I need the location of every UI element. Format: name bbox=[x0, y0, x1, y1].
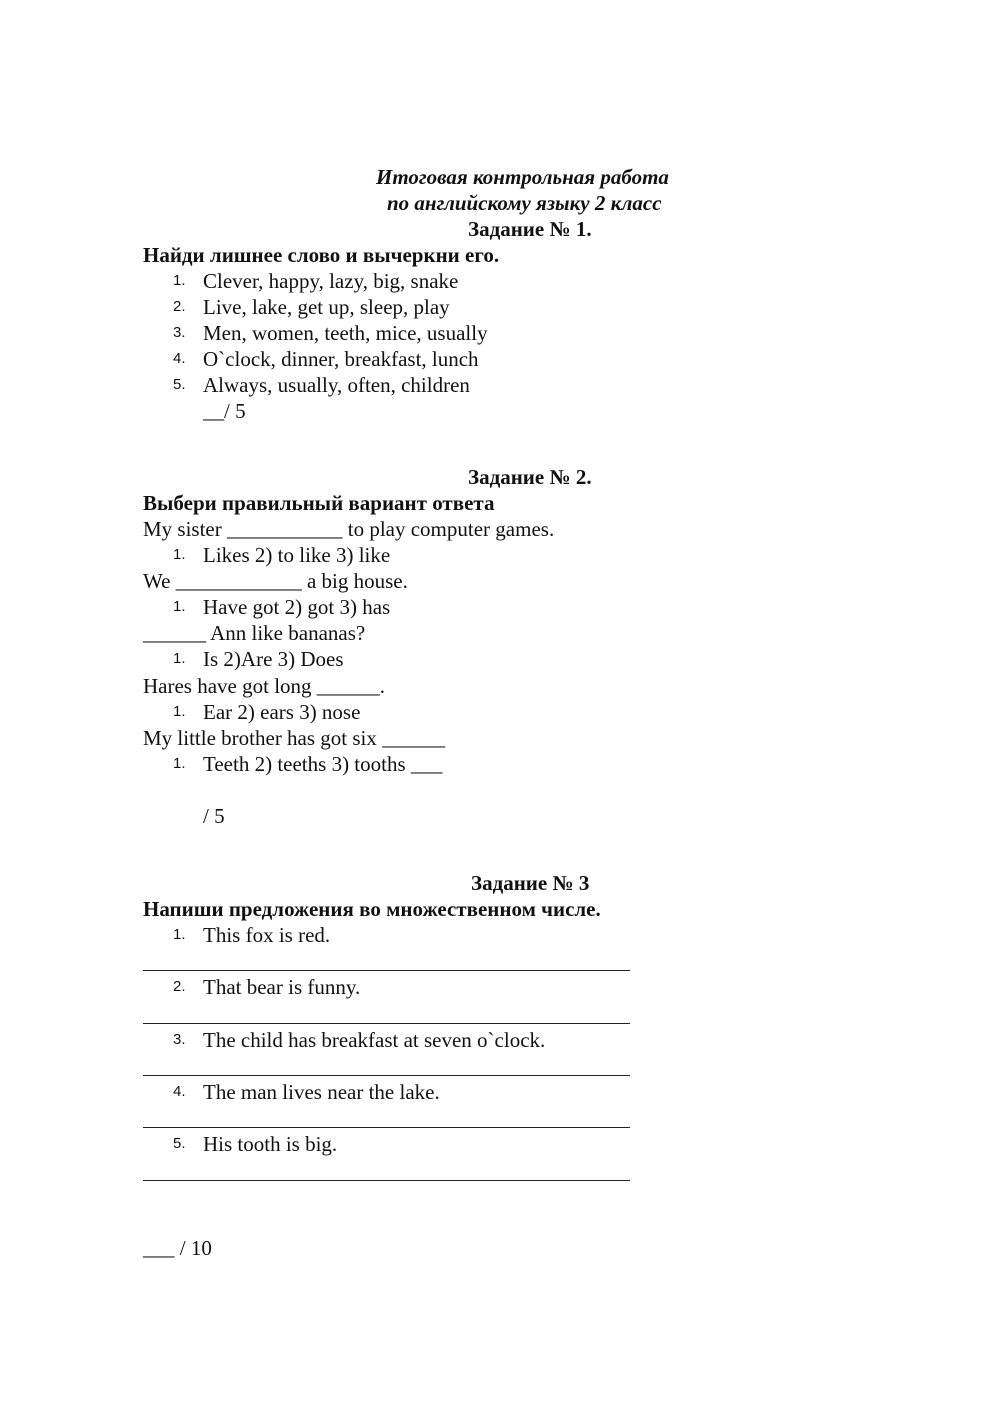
item-text: His tooth is big. bbox=[203, 1132, 338, 1156]
title-line-1: Итоговая контрольная работа bbox=[376, 165, 669, 189]
item-number: 4. bbox=[173, 1083, 186, 1100]
option-number: 1. bbox=[173, 650, 186, 667]
answer-line[interactable] bbox=[143, 1075, 630, 1076]
task1-instruction: Найди лишнее слово и вычеркни его. bbox=[143, 243, 500, 267]
question-sentence: My sister ___________ to play computer games. bbox=[143, 517, 555, 541]
item-number: 5. bbox=[173, 376, 186, 393]
item-text: Live, lake, get up, sleep, play bbox=[203, 295, 450, 319]
task2-score: / 5 bbox=[203, 804, 225, 828]
task3-heading: Задание № 3 bbox=[471, 871, 590, 895]
answer-line[interactable] bbox=[143, 1180, 630, 1181]
task3-instruction: Напиши предложения во множественном числе. bbox=[143, 897, 601, 921]
item-number: 5. bbox=[173, 1135, 186, 1152]
item-text: O`clock, dinner, breakfast, lunch bbox=[203, 347, 479, 371]
item-number: 3. bbox=[173, 1031, 186, 1048]
option-number: 1. bbox=[173, 703, 186, 720]
question-sentence: Hares have got long ______. bbox=[143, 674, 386, 698]
question-options: Ear 2) ears 3) nose bbox=[203, 700, 361, 724]
item-number: 1. bbox=[173, 926, 186, 943]
question-options: Likes 2) to like 3) like bbox=[203, 543, 391, 567]
option-number: 1. bbox=[173, 598, 186, 615]
title-line-2: по английскому языку 2 класс bbox=[387, 191, 662, 215]
item-text: That bear is funny. bbox=[203, 975, 361, 999]
question-options: Teeth 2) teeths 3) tooths ___ bbox=[203, 752, 443, 776]
item-number: 2. bbox=[173, 298, 186, 315]
item-text: The man lives near the lake. bbox=[203, 1080, 440, 1104]
item-number: 2. bbox=[173, 978, 186, 995]
item-text: The child has breakfast at seven o`clock. bbox=[203, 1028, 546, 1052]
item-text: Men, women, teeth, mice, usually bbox=[203, 321, 488, 345]
option-number: 1. bbox=[173, 755, 186, 772]
answer-line[interactable] bbox=[143, 1023, 630, 1024]
item-number: 4. bbox=[173, 350, 186, 367]
task2-heading: Задание № 2. bbox=[468, 465, 592, 489]
item-number: 1. bbox=[173, 272, 186, 289]
task1-heading: Задание № 1. bbox=[468, 217, 592, 241]
option-number: 1. bbox=[173, 546, 186, 563]
answer-line[interactable] bbox=[143, 1127, 630, 1128]
task2-instruction: Выбери правильный вариант ответа bbox=[143, 491, 495, 515]
question-sentence: We ____________ a big house. bbox=[143, 569, 408, 593]
question-options: Have got 2) got 3) has bbox=[203, 595, 391, 619]
item-number: 3. bbox=[173, 324, 186, 341]
question-sentence: My little brother has got six ______ bbox=[143, 726, 446, 750]
question-sentence: ______ Ann like bananas? bbox=[143, 621, 366, 645]
answer-line[interactable] bbox=[143, 970, 630, 971]
item-text: Always, usually, often, children bbox=[203, 373, 470, 397]
item-text: This fox is red. bbox=[203, 923, 331, 947]
question-options: Is 2)Are 3) Does bbox=[203, 647, 344, 671]
item-text: Clever, happy, lazy, big, snake bbox=[203, 269, 459, 293]
task1-score: __/ 5 bbox=[203, 399, 246, 423]
task3-score: ___ / 10 bbox=[143, 1236, 212, 1260]
